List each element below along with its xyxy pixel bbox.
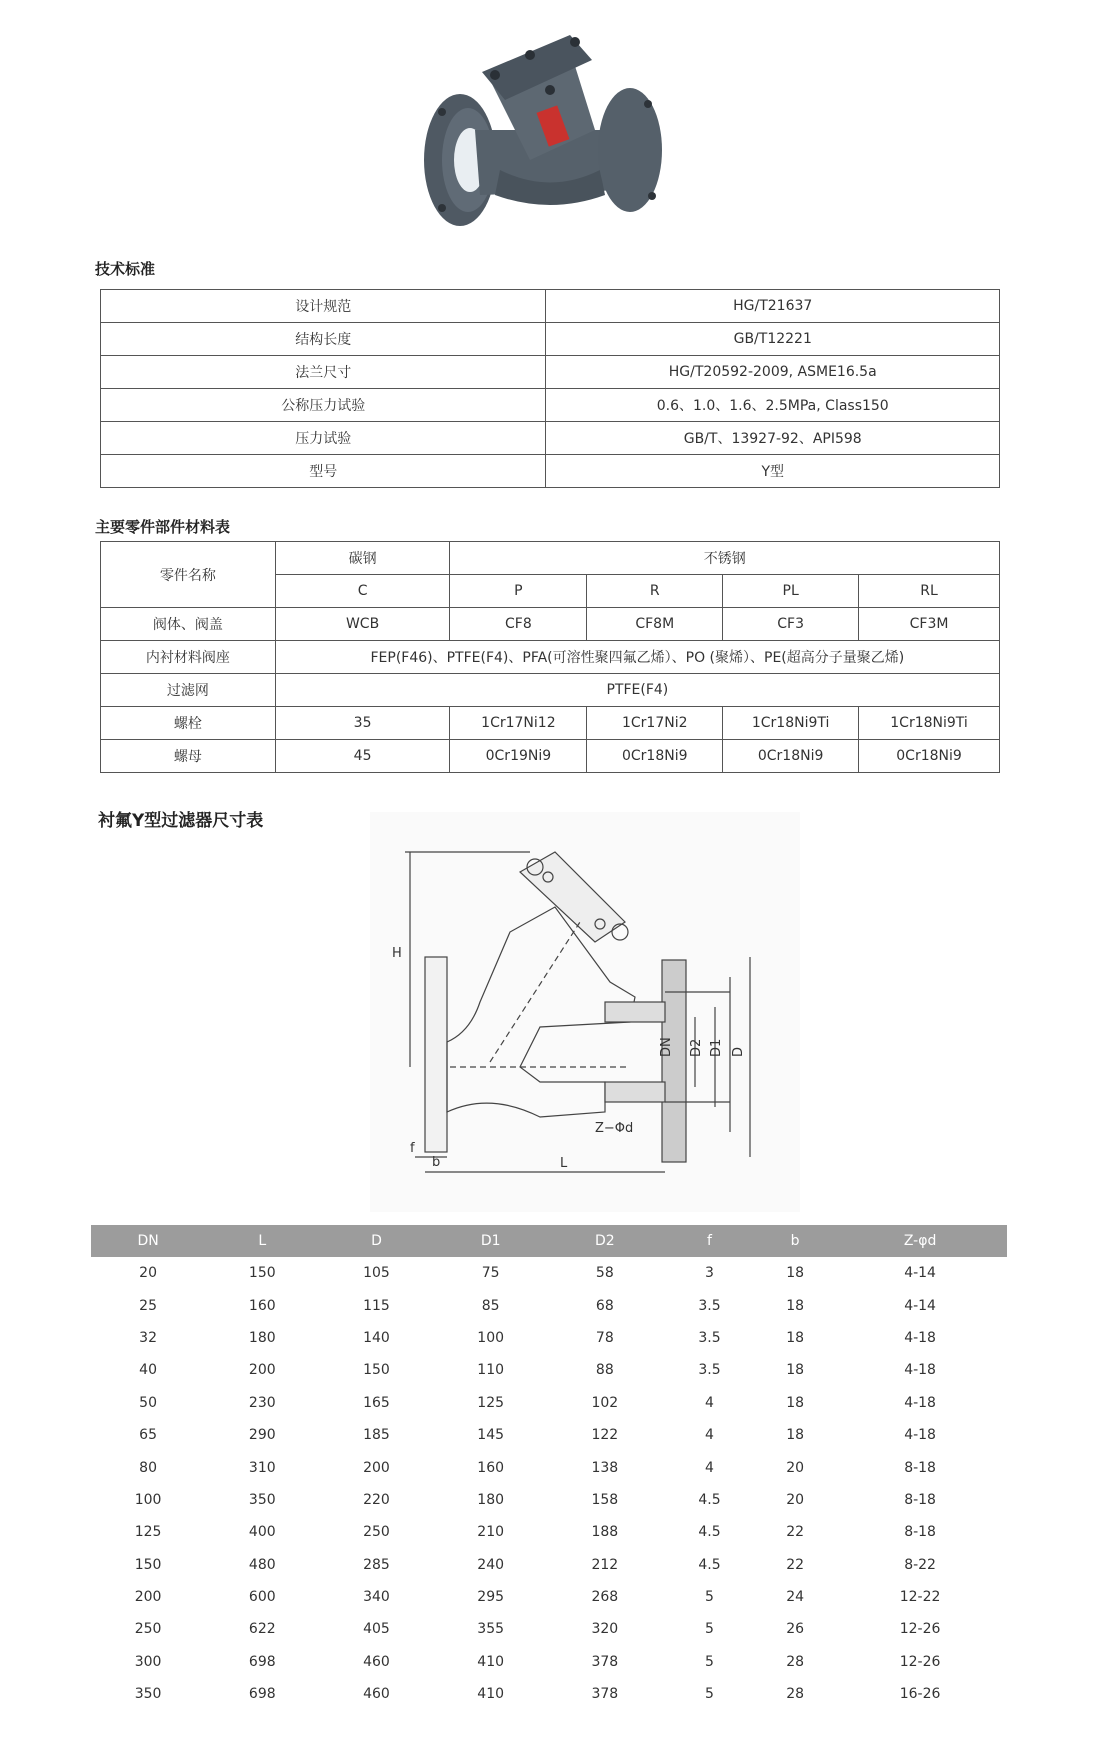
table-cell: 378	[591, 1653, 619, 1670]
column-header: D1	[434, 1225, 548, 1257]
table-cell: 200	[248, 1362, 276, 1379]
table-row	[91, 1678, 1007, 1710]
table-cell: 0Cr18Ni9	[587, 740, 723, 773]
table-row	[91, 1613, 1007, 1645]
table-cell: 12-22	[899, 1589, 941, 1606]
label-dn: DN	[659, 1037, 674, 1057]
table-cell: 18	[786, 1265, 805, 1282]
table-cell: 622	[248, 1621, 276, 1638]
table-row	[101, 608, 1000, 641]
table-cell: 3	[705, 1265, 714, 1282]
table-cell: 355	[477, 1621, 505, 1638]
table-cell: 78	[595, 1329, 614, 1346]
table-row	[91, 1484, 1007, 1516]
table-cell: 150	[363, 1362, 390, 1379]
table-cell: PTFE(F4)	[275, 674, 999, 707]
table-cell: 5	[705, 1621, 714, 1638]
table-cell: 8-18	[904, 1491, 936, 1508]
table-cell: 28	[786, 1653, 805, 1670]
table-row	[91, 1549, 1007, 1581]
table-cell: CF3	[723, 608, 859, 641]
table-cell: 100	[477, 1329, 505, 1346]
table-cell: 320	[591, 1621, 619, 1638]
table-cell: 4	[705, 1427, 714, 1444]
column-header: DN	[91, 1225, 205, 1257]
table-cell: 18	[786, 1394, 805, 1411]
column-header: Z-φd	[833, 1225, 1007, 1257]
table-cell: CF8	[450, 608, 587, 641]
table-cell: 3.5	[698, 1297, 721, 1314]
table-cell: 200	[134, 1589, 162, 1606]
table-cell: 3.5	[698, 1329, 721, 1346]
table-cell: 4-18	[904, 1394, 936, 1411]
table-header-row	[91, 1225, 1007, 1257]
table-cell: 5	[705, 1686, 714, 1703]
row-label: 螺母	[101, 740, 276, 773]
table-cell: 105	[363, 1265, 390, 1282]
table-cell: 138	[591, 1459, 619, 1476]
table-cell: 122	[591, 1427, 619, 1444]
table-cell: 8-18	[904, 1524, 936, 1541]
spec-label: 设计规范	[101, 290, 546, 323]
table-cell: 58	[595, 1265, 614, 1282]
y-strainer-dimension-drawing	[370, 812, 800, 1212]
table-row	[101, 356, 1000, 389]
table-cell: 268	[591, 1589, 619, 1606]
spec-value: GB/T、13927-92、API598	[546, 422, 1000, 455]
row-label: 螺栓	[101, 707, 276, 740]
table-cell: 12-26	[899, 1621, 941, 1638]
table-cell: 295	[477, 1589, 505, 1606]
table-cell: CF8M	[587, 608, 723, 641]
table-cell: 4-18	[904, 1329, 936, 1346]
table-cell: 22	[786, 1524, 805, 1541]
table-cell: 18	[786, 1329, 805, 1346]
table-cell: 4.5	[698, 1524, 721, 1541]
column-header: D2	[548, 1225, 662, 1257]
table-cell: 350	[248, 1491, 276, 1508]
label-l: L	[560, 1156, 568, 1171]
table-cell: 220	[363, 1491, 390, 1508]
table-cell: WCB	[275, 608, 450, 641]
table-cell: 12-26	[899, 1653, 941, 1670]
table-row	[91, 1257, 1007, 1289]
table-row	[101, 641, 1000, 674]
label-f: f	[410, 1141, 415, 1156]
table-cell: 140	[363, 1329, 390, 1346]
table-cell: 102	[591, 1394, 619, 1411]
table-row	[101, 323, 1000, 356]
table-cell: 300	[134, 1653, 162, 1670]
table-cell: 460	[363, 1686, 390, 1703]
spec-label: 型号	[101, 455, 546, 488]
table-cell: 18	[786, 1427, 805, 1444]
table-cell: 4-18	[904, 1362, 936, 1379]
table-cell: 188	[591, 1524, 619, 1541]
materials-table	[100, 541, 1000, 773]
spec-value: Y型	[546, 455, 1000, 488]
table-cell: 68	[595, 1297, 614, 1314]
table-cell: 8-22	[904, 1556, 936, 1573]
row-label: 内衬材料阀座	[101, 641, 276, 674]
table-row	[101, 290, 1000, 323]
spec-label: 公称压力试验	[101, 389, 546, 422]
table-row	[91, 1581, 1007, 1613]
table-row	[91, 1451, 1007, 1483]
table-row	[101, 740, 1000, 773]
spec-value: HG/T20592-2009, ASME16.5a	[546, 356, 1000, 389]
table-cell: FEP(F46)、PTFE(F4)、PFA(可溶性聚四氟乙烯）、PO (聚烯）、PE(超高分子量聚乙烯)	[275, 641, 999, 674]
table-cell: 1Cr17Ni12	[450, 707, 587, 740]
table-cell: 250	[363, 1524, 390, 1541]
table-cell: 4.5	[698, 1491, 721, 1508]
table-cell: 125	[477, 1394, 505, 1411]
table-cell: 4-14	[904, 1297, 936, 1314]
column-header: D	[319, 1225, 433, 1257]
table-cell: 160	[248, 1297, 276, 1314]
tech-standard-table	[100, 289, 1000, 488]
table-cell: 212	[591, 1556, 619, 1573]
table-cell: 285	[363, 1556, 390, 1573]
table-cell: 40	[139, 1362, 157, 1379]
table-cell: 5	[705, 1653, 714, 1670]
table-cell: 698	[248, 1686, 276, 1703]
table-cell: 5	[705, 1589, 714, 1606]
spec-value: 0.6、1.0、1.6、2.5MPa, Class150	[546, 389, 1000, 422]
spec-value: GB/T12221	[546, 323, 1000, 356]
table-cell: 350	[134, 1686, 162, 1703]
table-cell: 0Cr18Ni9	[859, 740, 1000, 773]
table-cell: 165	[363, 1394, 390, 1411]
section-title-materials: 主要零件部件材料表	[95, 518, 231, 536]
table-cell: 75	[481, 1265, 500, 1282]
table-cell: 20	[139, 1265, 157, 1282]
spec-label: 法兰尺寸	[101, 356, 546, 389]
table-cell: 410	[477, 1653, 505, 1670]
table-cell: 0Cr18Ni9	[723, 740, 859, 773]
grade-cell: C	[275, 575, 450, 608]
spec-label: 结构长度	[101, 323, 546, 356]
label-h: H	[392, 946, 402, 961]
table-cell: 65	[139, 1427, 157, 1444]
table-row	[91, 1646, 1007, 1678]
grade-cell: P	[450, 575, 587, 608]
table-cell: 480	[248, 1556, 276, 1573]
table-cell: 28	[786, 1686, 805, 1703]
table-cell: 378	[591, 1686, 619, 1703]
table-cell: 110	[477, 1362, 505, 1379]
column-header: f	[662, 1225, 757, 1257]
table-cell: 50	[139, 1394, 157, 1411]
table-cell: 410	[477, 1686, 505, 1703]
table-cell: 32	[139, 1329, 157, 1346]
table-cell: 88	[595, 1362, 614, 1379]
table-cell: 230	[248, 1394, 276, 1411]
section-title-dimensions: 衬氟Y型过滤器尺寸表	[98, 811, 264, 831]
table-cell: 240	[477, 1556, 505, 1573]
table-cell: 4-14	[904, 1265, 936, 1282]
table-cell: 35	[275, 707, 450, 740]
table-cell: 8-18	[904, 1459, 936, 1476]
table-cell: 698	[248, 1653, 276, 1670]
table-cell: 25	[139, 1297, 157, 1314]
table-cell: 115	[363, 1297, 390, 1314]
table-row	[101, 674, 1000, 707]
carbon-steel-header: 碳钢	[275, 542, 450, 575]
table-cell: 0Cr19Ni9	[450, 740, 587, 773]
table-cell: 16-26	[899, 1686, 941, 1703]
table-cell: 185	[363, 1427, 390, 1444]
column-header: b	[757, 1225, 833, 1257]
label-d1: D1	[709, 1038, 724, 1057]
y-strainer-product-image	[420, 20, 680, 250]
table-cell: 250	[134, 1621, 162, 1638]
table-cell: 22	[786, 1556, 805, 1573]
table-cell: 210	[477, 1524, 505, 1541]
table-cell: 20	[786, 1491, 805, 1508]
label-z-phid: Z−Φd	[595, 1121, 634, 1136]
table-cell: 4.5	[698, 1556, 721, 1573]
table-row	[91, 1516, 1007, 1548]
table-cell: 125	[134, 1524, 162, 1541]
table-cell: 1Cr17Ni2	[587, 707, 723, 740]
table-cell: 200	[363, 1459, 390, 1476]
row-label: 过滤网	[101, 674, 276, 707]
spec-value: HG/T21637	[546, 290, 1000, 323]
table-cell: 460	[363, 1653, 390, 1670]
table-cell: 145	[477, 1427, 505, 1444]
table-cell: 20	[786, 1459, 805, 1476]
part-name-header: 零件名称	[101, 542, 276, 608]
table-cell: 180	[477, 1491, 505, 1508]
table-cell: 1Cr18Ni9Ti	[859, 707, 1000, 740]
table-row	[91, 1289, 1007, 1321]
row-label: 阀体、阀盖	[101, 608, 276, 641]
table-cell: 290	[248, 1427, 276, 1444]
table-cell: 18	[786, 1297, 805, 1314]
table-cell: 400	[248, 1524, 276, 1541]
table-cell: 150	[134, 1556, 162, 1573]
table-cell: 100	[134, 1491, 162, 1508]
dimension-table	[91, 1225, 1007, 1710]
table-row	[91, 1387, 1007, 1419]
label-d2: D2	[689, 1038, 704, 1057]
table-row	[91, 1354, 1007, 1386]
table-cell: 85	[481, 1297, 500, 1314]
spec-label: 压力试验	[101, 422, 546, 455]
column-header: L	[205, 1225, 319, 1257]
grade-cell: RL	[859, 575, 1000, 608]
table-row	[91, 1322, 1007, 1354]
table-row	[101, 455, 1000, 488]
table-cell: 160	[477, 1459, 505, 1476]
table-cell: 4	[705, 1459, 714, 1476]
stainless-steel-header: 不锈钢	[450, 542, 1000, 575]
table-row	[101, 422, 1000, 455]
table-cell: 80	[139, 1459, 157, 1476]
table-cell: 24	[786, 1589, 805, 1606]
label-d: D	[731, 1046, 746, 1057]
table-row	[101, 707, 1000, 740]
table-cell: 18	[786, 1362, 805, 1379]
table-cell: 405	[363, 1621, 390, 1638]
table-cell: CF3M	[859, 608, 1000, 641]
table-cell: 158	[591, 1491, 619, 1508]
table-cell: 600	[248, 1589, 276, 1606]
table-cell: 180	[248, 1329, 276, 1346]
table-cell: 340	[363, 1589, 390, 1606]
table-row	[101, 389, 1000, 422]
table-cell: 150	[248, 1265, 276, 1282]
table-row	[101, 542, 1000, 575]
table-cell: 4-18	[904, 1427, 936, 1444]
grade-cell: PL	[723, 575, 859, 608]
table-row	[91, 1419, 1007, 1451]
table-cell: 1Cr18Ni9Ti	[723, 707, 859, 740]
table-cell: 310	[248, 1459, 276, 1476]
table-cell: 26	[786, 1621, 805, 1638]
grade-cell: R	[587, 575, 723, 608]
table-cell: 3.5	[698, 1362, 721, 1379]
table-cell: 45	[275, 740, 450, 773]
section-title-tech-standard: 技术标准	[95, 260, 156, 278]
table-cell: 4	[705, 1394, 714, 1411]
label-b: b	[432, 1155, 441, 1170]
